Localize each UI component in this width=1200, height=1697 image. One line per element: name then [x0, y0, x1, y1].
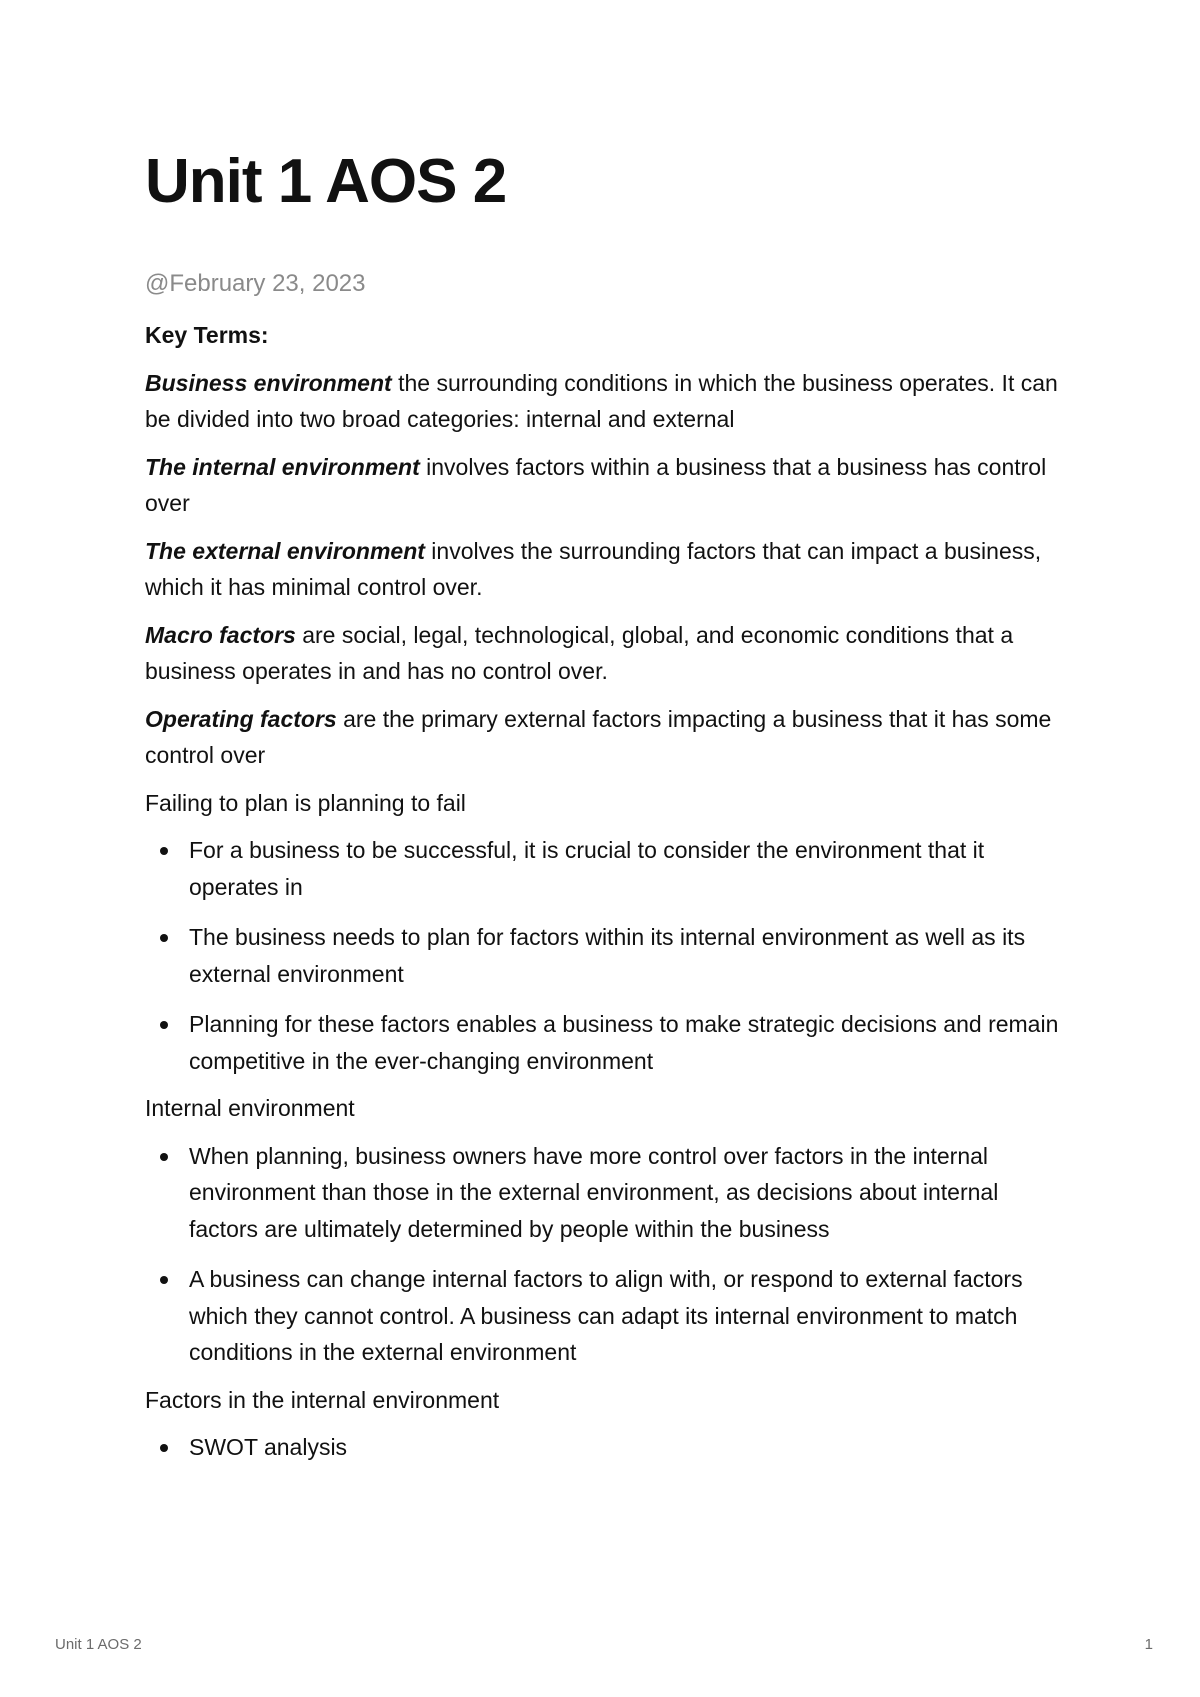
footer-document-title: Unit 1 AOS 2 [55, 1636, 142, 1653]
list-item-text: The business needs to plan for factors within its internal environment as well as its external environment [189, 924, 1026, 987]
list-item-text: Planning for these factors enables a business to make strategic decisions and remain competitive in the ever-changing environment [189, 1011, 1059, 1074]
bullet-icon [160, 1021, 168, 1029]
document-body [145, 317, 1065, 1477]
list-item [145, 1138, 1065, 1248]
key-term-text: involves the surrounding factors that can impact a business, which it has minimal control over. [145, 537, 1042, 600]
key-terms-heading: Key Terms: [145, 322, 269, 348]
bullet-icon [160, 934, 168, 942]
key-term: Business environment [145, 369, 392, 396]
page-title: Unit 1 AOS 2 [145, 147, 507, 216]
key-term-definition [145, 617, 1065, 690]
bullet-icon [160, 847, 168, 855]
list-item [145, 1429, 1065, 1466]
bullet-list-internal-factors [145, 1429, 1065, 1466]
key-term-definition [145, 449, 1065, 522]
list-item-text: A business can change internal factors to align with, or respond to external factors which they cannot control. A business can adapt its internal environment to match conditions in the external environment [189, 1266, 1023, 1365]
key-term: The internal environment [145, 453, 420, 480]
bullet-list-internal-environment [145, 1138, 1065, 1371]
list-item-text: SWOT analysis [189, 1434, 348, 1460]
section-heading-planning: Failing to plan is planning to fail [145, 789, 466, 816]
key-term-text: involves factors within a business that a business has control over [145, 453, 1047, 516]
key-term-definition [145, 365, 1065, 438]
key-term-text: are social, legal, technological, global, and economic conditions that a business operates in and has no control over. [145, 621, 1014, 684]
key-term-text: the surrounding conditions in which the business operates. It can be divided into two broad categories: internal and external [145, 369, 1058, 432]
page-date: @February 23, 2023 [145, 270, 366, 297]
bullet-icon [160, 1276, 168, 1284]
key-term-text: are the primary external factors impacting a business that it has some control over [145, 705, 1052, 768]
list-item-text: When planning, business owners have more control over factors in the internal environment than those in the external environment, as decisions about internal factors are ultimately determined by people within the business [189, 1142, 999, 1242]
list-item-text: For a business to be successful, it is crucial to consider the environment that it operates in [189, 837, 985, 900]
list-item [145, 1006, 1065, 1079]
list-item [145, 832, 1065, 905]
key-term-definition [145, 701, 1065, 774]
key-term: Macro factors [145, 621, 296, 648]
bullet-list-planning [145, 832, 1065, 1079]
bullet-icon [160, 1153, 168, 1161]
key-term-definition [145, 533, 1065, 606]
section-heading-internal-factors: Factors in the internal environment [145, 1386, 500, 1413]
section-heading-internal-environment: Internal environment [145, 1095, 355, 1121]
key-term: Operating factors [145, 705, 337, 732]
bullet-icon [160, 1444, 168, 1452]
footer-page-number: 1 [1144, 1636, 1153, 1653]
list-item [145, 1261, 1065, 1371]
list-item [145, 919, 1065, 992]
key-term: The external environment [145, 537, 425, 564]
